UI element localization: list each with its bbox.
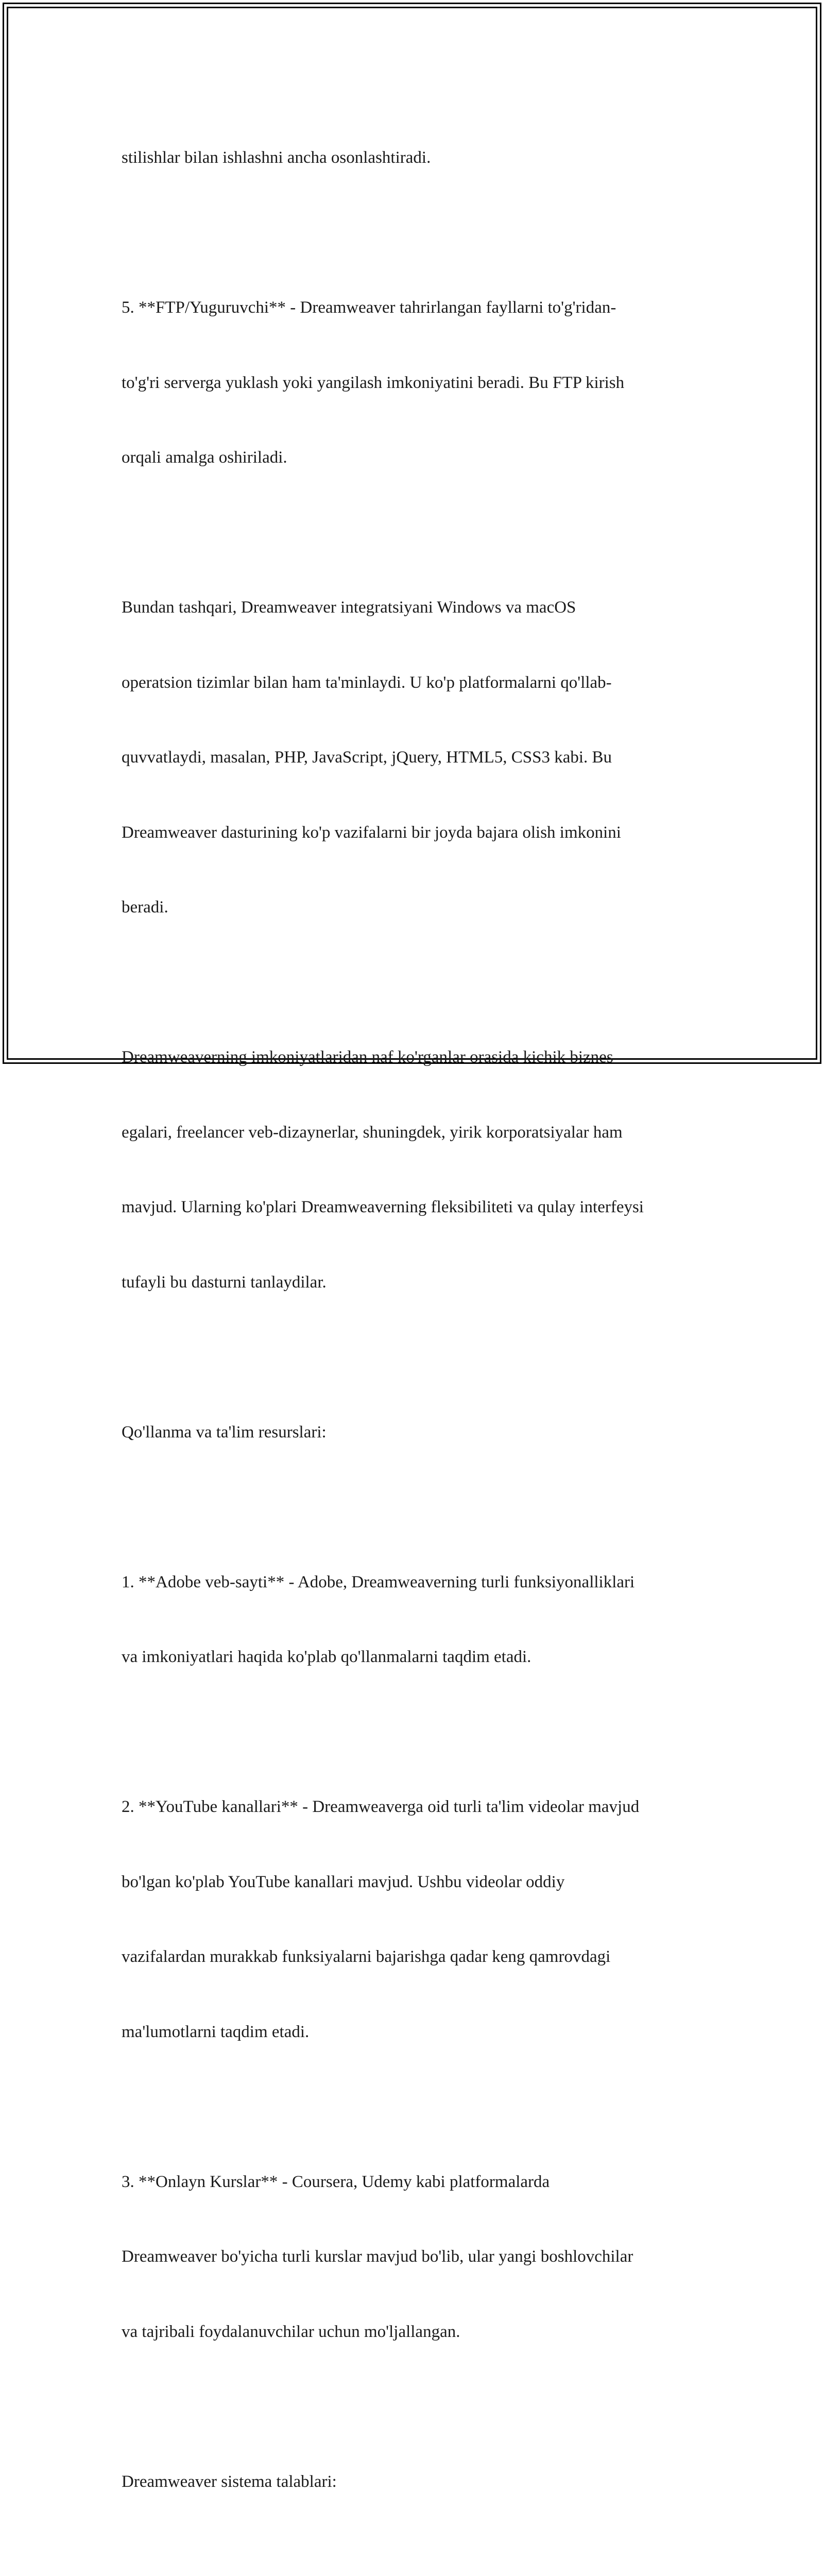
paragraph-stylesheets-continuation (122, 95, 719, 221)
text-line: quvvatlaydi, masalan, PHP, JavaScript, jQuery, HTML5, CSS3 kabi. Bu (122, 745, 719, 770)
text-line: operatsion tizimlar bilan ham ta'minlaydi. U ko'p platformalarni qo'llab- (122, 670, 719, 696)
text-line: va imkoniyatlari haqida ko'plab qo'llanmalarni taqdim etadi. (122, 1645, 719, 1670)
text-line: Bundan tashqari, Dreamweaver integratsiyani Windows va macOS (122, 595, 719, 620)
text-line: egalari, freelancer veb-dizaynerlar, shuningdek, yirik korporatsiyalar ham (122, 1120, 719, 1145)
heading-system-requirements (122, 2419, 719, 2545)
text-line: orqali amalga oshiriladi. (122, 445, 719, 470)
text-line: Dreamweaverning imkoniyatlaridan naf ko'rganlar orasida kichik biznes (122, 1045, 719, 1070)
text-line: 3. **Onlayn Kurslar** - Coursera, Udemy kabi platformalarda (122, 2170, 719, 2195)
text-line: vazifalardan murakkab funksiyalarni bajarishga qadar keng qamrovdagi (122, 1944, 719, 1970)
paragraph-integration (122, 545, 719, 970)
list-system-requirements (122, 2569, 719, 2576)
list-item-youtube-channels (122, 1744, 719, 2094)
text-line: to'g'ri serverga yuklash yoki yangilash imkoniyatini beradi. Bu FTP kirish (122, 370, 719, 396)
text-line: beradi. (122, 895, 719, 920)
list-item-online-courses (122, 2120, 719, 2395)
text-line: ma'lumotlarni taqdim etadi. (122, 2020, 719, 2045)
text-line: Qo'llanma va ta'lim resurslari: (122, 1420, 719, 1445)
text-line: Dreamweaver dasturining ko'p vazifalarni bir joyda bajara olish imkonini (122, 820, 719, 845)
text-line: stilishlar bilan ishlashni ancha osonlashtiradi. (122, 145, 719, 171)
text-line: tufayli bu dasturni tanlaydilar. (122, 1270, 719, 1295)
document-body (122, 95, 719, 2576)
text-line: 5. **FTP/Yuguruvchi** - Dreamweaver tahrirlangan fayllarni to'g'ridan- (122, 295, 719, 320)
text-line: va tajribali foydalanuvchilar uchun mo'ljallangan. (122, 2319, 719, 2345)
text-line: Dreamweaver sistema talablari: (122, 2469, 719, 2495)
text-line: bo'lgan ko'plab YouTube kanallari mavjud. Ushbu videolar oddiy (122, 1870, 719, 1895)
text-line: Dreamweaver bo'yicha turli kurslar mavjud bo'lib, ular yangi boshlovchilar (122, 2244, 719, 2269)
text-line: mavjud. Ularning ko'plari Dreamweaverning fleksibiliteti va qulay interfeysi (122, 1195, 719, 1220)
paragraph-ftp (122, 245, 719, 520)
text-line: 1. **Adobe veb-sayti** - Adobe, Dreamweaverning turli funksiyonalliklari (122, 1570, 719, 1595)
text-line: 2. **YouTube kanallari** - Dreamweaverga oid turli ta'lim videolar mavjud (122, 1794, 719, 1820)
heading-learning-resources (122, 1370, 719, 1495)
paragraph-users (122, 995, 719, 1345)
list-item-adobe-website (122, 1520, 719, 1720)
